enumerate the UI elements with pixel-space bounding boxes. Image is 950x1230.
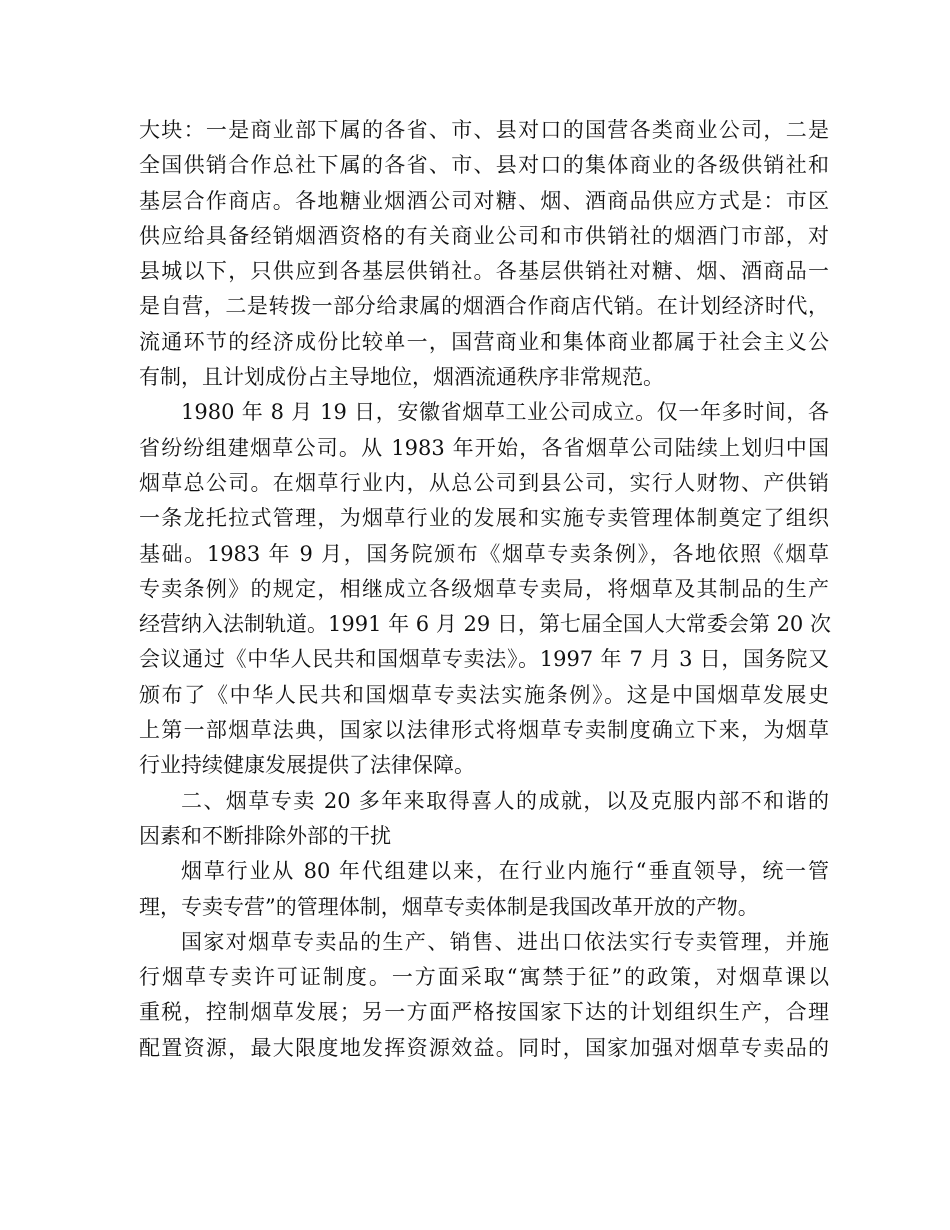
text-line: 行烟草专卖许可证制度。一方面采取“寓禁于征”的政策，对烟草课以 <box>139 965 829 990</box>
text-line: 基层合作商店。各地糖业烟酒公司对糖、烟、酒商品供应方式是：市区 <box>139 188 829 213</box>
paragraph <box>139 395 829 783</box>
text-line: 理，专卖专营”的管理体制，烟草专卖体制是我国改革开放的产物。 <box>139 894 759 919</box>
paragraph <box>139 113 829 395</box>
paragraph <box>139 854 829 925</box>
text-line: 专卖条例》的规定，相继成立各级烟草专卖局，将烟草及其制品的生产 <box>139 576 829 601</box>
text-line: 大块：一是商业部下属的各省、市、县对口的国营各类商业公司，二是 <box>139 118 829 142</box>
text-line: 是自营，二是转拨一部分给隶属的烟酒合作商店代销。在计划经济时代， <box>139 294 829 319</box>
text-line: 国家对烟草专卖品的生产、销售、进出口依法实行专卖管理，并施 <box>181 929 829 954</box>
text-line: 重税，控制烟草发展；另一方面严格按国家下达的计划组织生产，合理 <box>139 1000 829 1025</box>
text-line: 因素和不断排除外部的干扰 <box>139 823 391 848</box>
text-line: 全国供销合作总社下属的各省、市、县对口的集体商业的各级供销社和 <box>139 153 829 178</box>
document-body <box>139 113 829 1066</box>
paragraph <box>139 925 829 1066</box>
text-line: 烟草行业从 80 年代组建以来，在行业内施行“垂直领导，统一管 <box>181 859 829 884</box>
text-line: 基础。1983 年 9 月，国务院颁布《烟草专卖条例》，各地依照《烟草 <box>139 541 829 566</box>
text-line: 一条龙托拉式管理，为烟草行业的发展和实施专卖管理体制奠定了组织 <box>139 506 829 531</box>
text-line: 有制，且计划成份占主导地位，烟酒流通秩序非常规范。 <box>139 365 664 390</box>
text-line: 配置资源，最大限度地发挥资源效益。同时，国家加强对烟草专卖品的 <box>139 1035 829 1060</box>
text-line: 省纷纷组建烟草公司。从 1983 年开始，各省烟草公司陆续上划归中国 <box>139 435 829 460</box>
text-line: 供应给具备经销烟酒资格的有关商业公司和市供销社的烟酒门市部，对 <box>139 223 829 248</box>
text-line: 上第一部烟草法典，国家以法律形式将烟草专卖制度确立下来，为烟草 <box>139 718 829 743</box>
text-line: 经营纳入法制轨道。1991 年 6 月 29 日，第七届全国人大常委会第 20 次 <box>139 612 831 637</box>
text-line: 二、烟草专卖 20 多年来取得喜人的成就，以及克服内部不和谐的 <box>181 788 829 813</box>
text-line: 1980 年 8 月 19 日，安徽省烟草工业公司成立。仅一年多时间，各 <box>181 400 829 425</box>
text-line: 颁布了《中华人民共和国烟草专卖法实施条例》。这是中国烟草发展史 <box>139 682 829 707</box>
text-line: 会议通过《中华人民共和国烟草专卖法》。1997 年 7 月 3 日，国务院又 <box>139 647 829 672</box>
text-line: 流通环节的经济成份比较单一，国营商业和集体商业都属于社会主义公 <box>139 329 829 354</box>
text-line: 烟草总公司。在烟草行业内，从总公司到县公司，实行人财物、产供销 <box>139 470 829 495</box>
text-line: 行业持续健康发展提供了法律保障。 <box>139 753 475 778</box>
text-line: 县城以下，只供应到各基层供销社。各基层供销社对糖、烟、酒商品一 <box>139 259 829 284</box>
section-heading <box>139 784 829 855</box>
